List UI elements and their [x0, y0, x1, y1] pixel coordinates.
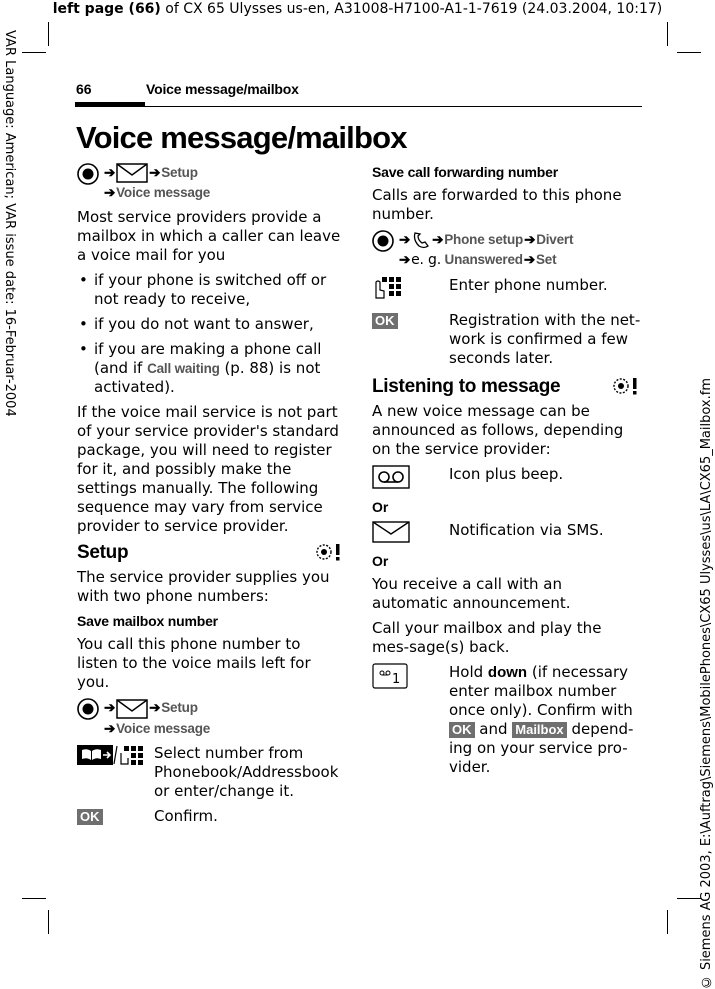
list-item: • if you are making a phone call (and if Call waiting (p. 88) is not activated). [77, 340, 345, 397]
mailbox-softkey: Mailbox [512, 722, 566, 738]
key-row-confirm [77, 807, 345, 826]
key-desc: Select number from Phonebook/Addressbook or enter/change it. [154, 743, 339, 800]
menu-item-unanswered: Unanswered [444, 252, 523, 268]
service-note: If the voice mail service is not part of your service provider's standard package, you will need to register for it, and possibly make the settings manually. The following sequence may vary from service provider to service provider. [77, 403, 339, 536]
crop-mark [48, 910, 49, 934]
menu-item-voice-message: Voice message [116, 185, 211, 201]
key-1-voicemail-icon [372, 663, 408, 689]
save-forwarding-text: Calls are forwarded to this phone number. [372, 186, 622, 223]
menu-path-text: ➔ ➔Setup ➔Voice message [104, 700, 211, 736]
document-info-line [0, 0, 715, 18]
menu-path-text: ➔ ➔Setup ➔Voice message [104, 165, 211, 201]
key-cell [77, 807, 154, 826]
setup-heading: Setup [77, 542, 345, 562]
key-desc: Hold down (if necessary enter mailbox number once only). Confirm with OK and Mailbox depend-ing on your service pro-vider. [449, 663, 634, 777]
navigation-key-icon [77, 698, 99, 720]
save-mailbox-heading: Save mailbox number [77, 613, 218, 630]
crop-mark [22, 52, 46, 53]
key-desc: Enter phone number. [449, 276, 608, 295]
ok-softkey: OK [449, 722, 475, 738]
menu-item-setup: Setup [161, 700, 198, 716]
header-rule [75, 106, 642, 107]
key-cell [372, 311, 449, 330]
key-cell [372, 521, 449, 548]
menu-item-setup: Setup [161, 165, 198, 180]
envelope-icon [116, 163, 148, 183]
svg-text:1: 1 [392, 672, 401, 688]
right-column [372, 163, 642, 783]
key-cell [372, 465, 449, 494]
keypad-icon [372, 276, 404, 300]
key-cell [77, 744, 154, 771]
document-page-ref: left page (66) [52, 1, 161, 17]
or-label: Or [372, 499, 389, 516]
menu-item-phone-setup: Phone setup [444, 232, 524, 247]
phone-setup-icon [411, 230, 431, 250]
crop-mark [677, 52, 701, 53]
menu-item-divert: Divert [536, 232, 574, 247]
envelope-icon [116, 699, 148, 719]
key-desc: Notification via SMS. [449, 521, 604, 540]
copyright-file-path: © Siemens AG 2003, E:\Auftrag\Siemens\MobilePhones\CX65 Ulysses\us\LA\CX65_Mailbox.fm [699, 378, 714, 989]
or-label: Or [372, 553, 389, 570]
key-row-hold-down [372, 663, 642, 777]
crop-mark [677, 898, 701, 899]
save-forwarding-heading: Save call forwarding number [372, 164, 558, 180]
navigation-key-icon [77, 163, 99, 185]
left-column [77, 163, 345, 832]
key-cell [372, 276, 449, 305]
menu-path-divert [372, 230, 642, 270]
menu-path-setup [77, 163, 345, 202]
call-waiting-term: Call waiting [147, 361, 220, 377]
var-language-note: VAR Language: American; VAR issue date: 16-Februar-2004 [2, 30, 17, 417]
crop-mark [22, 898, 46, 899]
key-row-registration [372, 311, 642, 368]
key-row-icon-beep [372, 465, 642, 494]
menu-item-voice-message: Voice message [116, 720, 211, 736]
menu-item-set: Set [535, 252, 557, 268]
phonebook-icon [77, 744, 145, 766]
ok-softkey: OK [372, 313, 398, 329]
document-info: of CX 65 Ulysses us-en, A31008-H7100-A1-1-7619 (24.03.2004, 10:17) [160, 1, 663, 17]
save-mailbox-text: You call this phone number to listen to the voice mails left for you. [77, 635, 311, 692]
crop-mark [667, 22, 668, 46]
key-row-select-number [77, 744, 345, 801]
menu-path-setup-2 [77, 698, 345, 737]
listening-text: A new voice message can be announced as follows, depending on the service provider: [372, 402, 624, 459]
page-title: Voice message/mailbox [76, 120, 407, 155]
key-desc: Registration with the net-work is confirmed a few seconds later. [449, 311, 641, 368]
key-row-sms [372, 521, 642, 548]
setup-text: The service provider supplies you with two phone numbers: [77, 568, 330, 606]
voicemail-icon [372, 465, 410, 489]
key-desc: Icon plus beep. [449, 465, 564, 484]
listening-heading: Listening to message [372, 376, 642, 396]
example-label: e. g. [411, 252, 441, 269]
auto-call-text: You receive a call with an automatic announcement. [372, 575, 571, 613]
page-number: 66 [76, 81, 92, 97]
menu-path-text: ➔ ➔Phone setup➔Divert ➔e. g. Unanswered➔Set [399, 232, 574, 269]
key-row-enter-number [372, 276, 642, 305]
intro-text: Most service providers provide a mailbox in which a caller can leave a voice mail for you [77, 208, 341, 265]
ok-softkey: OK [77, 809, 103, 825]
envelope-icon [372, 521, 410, 543]
list-item: • if your phone is switched off or not ready to receive, [77, 271, 345, 309]
service-provider-icon [315, 542, 345, 562]
down-emphasis: down [487, 664, 528, 682]
crop-mark [667, 910, 668, 934]
bullet-list [77, 271, 345, 397]
key-cell [372, 663, 449, 694]
key-desc: Confirm. [154, 806, 218, 825]
call-mailbox-text: Call your mailbox and play the mes-sage(s) back. [372, 619, 602, 657]
navigation-key-icon [372, 230, 394, 252]
list-item: • if you do not want to answer, [77, 315, 345, 334]
crop-mark [48, 22, 49, 46]
running-header-title: Voice message/mailbox [146, 81, 299, 97]
service-provider-icon [612, 376, 642, 396]
